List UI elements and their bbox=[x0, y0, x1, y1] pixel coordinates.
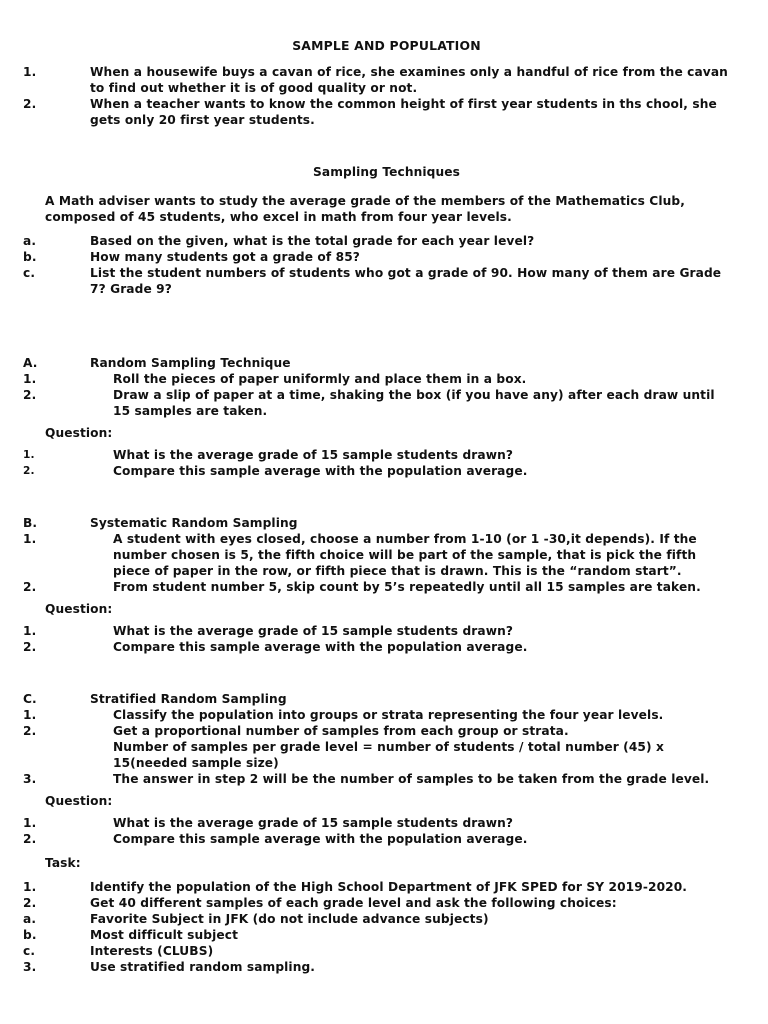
section-heading-text: Stratified Random Sampling bbox=[90, 692, 287, 706]
section-steps bbox=[23, 371, 728, 419]
list-item bbox=[23, 831, 728, 847]
section-heading bbox=[23, 515, 728, 531]
list-text: When a teacher wants to know the common height of first year students in ths chool, she gets only 20 first year students. bbox=[90, 97, 717, 127]
list-text: Compare this sample average with the population average. bbox=[113, 832, 528, 846]
list-text: How many students got a grade of 85? bbox=[90, 250, 360, 264]
list-text: Compare this sample average with the population average. bbox=[113, 640, 528, 654]
list-item bbox=[23, 927, 728, 943]
list-item bbox=[23, 895, 728, 911]
task-label: Task: bbox=[45, 856, 81, 870]
list-number: 1. bbox=[23, 880, 37, 894]
list-number: 1. bbox=[23, 708, 37, 722]
section-letter: C. bbox=[23, 692, 37, 706]
list-number: 2. bbox=[23, 97, 37, 111]
page-title: SAMPLE AND POPULATION bbox=[292, 38, 481, 53]
list-number: 2. bbox=[23, 724, 37, 738]
list-text: Based on the given, what is the total grade for each year level? bbox=[90, 234, 535, 248]
list-number: 1. bbox=[23, 532, 37, 546]
question-label: Question: bbox=[45, 794, 113, 808]
list-number: 2. bbox=[23, 580, 37, 594]
list-letter: c. bbox=[23, 944, 36, 958]
list-text: Get a proportional number of samples from each group or strata. bbox=[113, 724, 569, 738]
list-item bbox=[23, 265, 728, 297]
list-item bbox=[23, 387, 728, 419]
spacer bbox=[45, 225, 728, 233]
section-letter: B. bbox=[23, 516, 38, 530]
list-text: Use stratified random sampling. bbox=[90, 960, 316, 974]
list-text: Draw a slip of paper at a time, shaking the box (if you have any) after each draw until 15 samples are taken. bbox=[113, 388, 715, 418]
section-heading bbox=[23, 355, 728, 371]
section-steps bbox=[23, 531, 728, 595]
list-text: Compare this sample average with the population average. bbox=[113, 464, 528, 478]
list-number: 2. bbox=[23, 832, 37, 846]
list-text: What is the average grade of 15 sample students drawn? bbox=[113, 448, 514, 462]
list-text: Interests (CLUBS) bbox=[90, 944, 214, 958]
spacer bbox=[45, 655, 728, 691]
list-text: Roll the pieces of paper uniformly and place them in a box. bbox=[113, 372, 527, 386]
list-text: A student with eyes closed, choose a number from 1-10 (or 1 -30,it depends). If the number chosen is 5, the fifth choice will be part of the sample, that is pick the fifth piece of paper in the row, or fifth piece that is drawn. This is the “random start”. bbox=[113, 532, 697, 578]
spacer bbox=[45, 847, 728, 855]
formula-text: Number of samples per grade level = number of students / total number (45) x 15(needed sample size) bbox=[113, 740, 664, 770]
list-letter: b. bbox=[23, 928, 37, 942]
list-number: 1. bbox=[23, 816, 37, 830]
list-number: 2. bbox=[23, 388, 37, 402]
question-list bbox=[23, 623, 728, 655]
list-text: When a housewife buys a cavan of rice, she examines only a handful of rice from the cavan to find out whether it is of good quality or not. bbox=[90, 65, 728, 95]
list-item bbox=[23, 943, 728, 959]
list-text: From student number 5, skip count by 5’s repeatedly until all 15 samples are taken. bbox=[113, 580, 701, 594]
list-item bbox=[23, 447, 728, 463]
question-list bbox=[23, 815, 728, 847]
list-item bbox=[23, 959, 728, 975]
list-letter: b. bbox=[23, 250, 37, 264]
list-letter: c. bbox=[23, 266, 36, 280]
section-heading bbox=[23, 691, 728, 707]
list-item bbox=[23, 463, 728, 479]
list-text: Classify the population into groups or strata representing the four year levels. bbox=[113, 708, 664, 722]
list-number: 2. bbox=[23, 896, 37, 910]
section-steps bbox=[23, 707, 728, 787]
list-text: What is the average grade of 15 sample students drawn? bbox=[113, 624, 514, 638]
list-item bbox=[23, 249, 728, 265]
list-text: List the student numbers of students who got a grade of 90. How many of them are Grade 7? Grade 9? bbox=[90, 266, 722, 296]
list-item bbox=[23, 623, 728, 639]
list-text: Get 40 different samples of each grade level and ask the following choices: bbox=[90, 896, 617, 910]
list-text: Favorite Subject in JFK (do not include advance subjects) bbox=[90, 912, 489, 926]
list-number: 3. bbox=[23, 960, 37, 974]
context-paragraph: A Math adviser wants to study the average grade of the members of the Mathematics Club, composed of 45 students, who excel in math from four year levels. bbox=[45, 194, 685, 224]
section-heading-text: Random Sampling Technique bbox=[90, 356, 291, 370]
intro-list bbox=[23, 64, 728, 128]
list-item bbox=[23, 723, 728, 771]
spacer bbox=[45, 128, 728, 164]
list-item bbox=[23, 815, 728, 831]
list-item bbox=[23, 639, 728, 655]
list-number: 1. bbox=[23, 65, 37, 79]
task-list bbox=[23, 879, 728, 975]
list-number: 1. bbox=[23, 624, 37, 638]
list-number: 3. bbox=[23, 772, 37, 786]
list-number: 2. bbox=[23, 640, 37, 654]
section-letter: A. bbox=[23, 356, 38, 370]
list-item bbox=[23, 771, 728, 787]
spacer bbox=[45, 871, 728, 879]
list-item bbox=[23, 911, 728, 927]
section-subtitle: Sampling Techniques bbox=[313, 165, 460, 179]
question-label: Question: bbox=[45, 426, 113, 440]
list-text: Most difficult subject bbox=[90, 928, 239, 942]
list-item bbox=[23, 371, 728, 387]
list-text: What is the average grade of 15 sample students drawn? bbox=[113, 816, 514, 830]
spacer bbox=[45, 479, 728, 515]
question-list bbox=[23, 447, 728, 479]
list-text: Identify the population of the High School Department of JFK SPED for SY 2019-2020. bbox=[90, 880, 688, 894]
list-letter: a. bbox=[23, 912, 37, 926]
list-item bbox=[23, 96, 728, 128]
spacer bbox=[45, 297, 728, 355]
list-item bbox=[23, 233, 728, 249]
list-number: 1. bbox=[23, 372, 37, 386]
list-number: 2. bbox=[23, 465, 35, 477]
list-item bbox=[23, 707, 728, 723]
list-letter: a. bbox=[23, 234, 37, 248]
section-heading-text: Systematic Random Sampling bbox=[90, 516, 298, 530]
list-item bbox=[23, 531, 728, 579]
context-question-list bbox=[23, 233, 728, 297]
list-item bbox=[23, 579, 728, 595]
list-item bbox=[23, 64, 728, 96]
question-label: Question: bbox=[45, 602, 113, 616]
list-item bbox=[23, 879, 728, 895]
list-text: The answer in step 2 will be the number of samples to be taken from the grade level. bbox=[113, 772, 710, 786]
list-number: 1. bbox=[23, 449, 35, 461]
